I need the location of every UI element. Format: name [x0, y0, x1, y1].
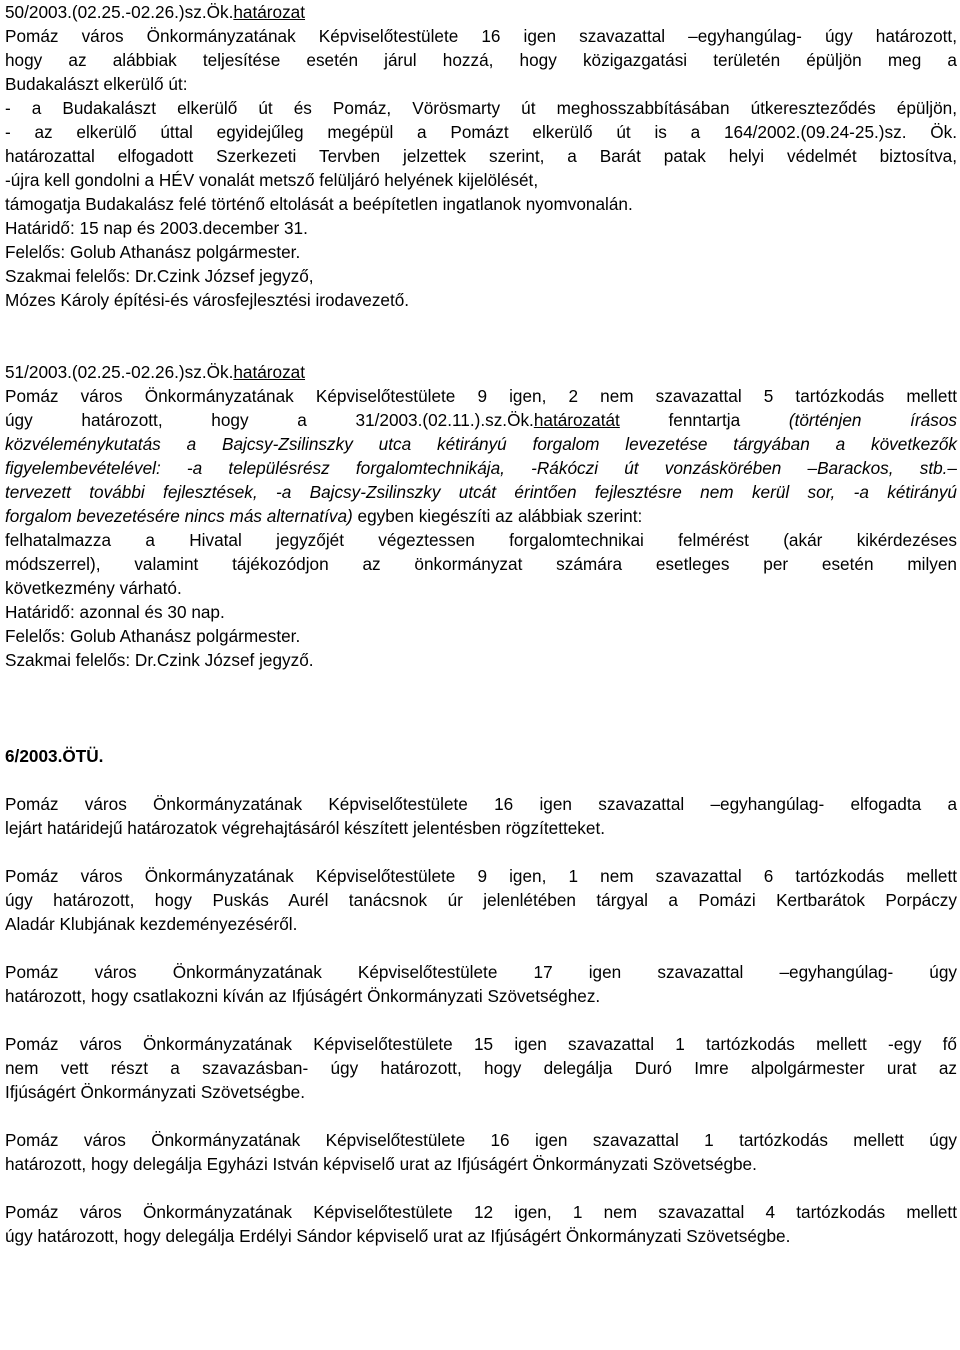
resolution-50-line-7: -újra kell gondolni a HÉV vonalát metsző felüljáró helyének kijelölését,	[5, 170, 539, 190]
otu-p2-line-2: úgy határozott, hogy Puskás Aurél tanácsnok úr jelenlétében tárgyal a Pomázi Kertbarátok Porpáczy	[5, 890, 957, 910]
resolution-51-line-9: következmény várható.	[5, 578, 182, 598]
otu-p5-line-2: határozott, hogy delegálja Egyházi István képviselő urat az Ifjúságért Önkormányzati Szövetségbe.	[5, 1154, 757, 1174]
otu-p2-line-1: Pomáz város Önkormányzatának Képviselőtestülete 9 igen, 1 nem szavazattal 6 tartózkodás mellett	[5, 866, 957, 886]
otu-p4-line-2: nem vett részt a szavazásban- úgy határozott, hogy delegálja Duró Imre alpolgármester urat az	[5, 1058, 957, 1078]
resolution-51-line-2-b: határozatát	[533, 410, 620, 430]
resolution-51	[5, 360, 957, 672]
otu-p6-line-2: úgy határozott, hogy delegálja Erdélyi Sándor képviselő urat az Ifjúságért Önkormányzati Szövetségbe.	[5, 1226, 791, 1246]
otu-p4-line-3: Ifjúságért Önkormányzati Szövetségbe.	[5, 1082, 305, 1102]
resolution-51-number: 51/2003.(02.25.-02.26.)sz.Ök.	[5, 362, 234, 382]
otu-p6-line-1: Pomáz város Önkormányzatának Képviselőtestülete 12 igen, 1 nem szavazattal 4 tartózkodás mellett	[5, 1202, 957, 1222]
resolution-51-line-7: felhatalmazza a Hivatal jegyzőjét végeztessen forgalomtechnikai felmérést (akár kikérdezéses	[5, 530, 957, 550]
resolution-50-line-3: Budakalászt elkerülő út:	[5, 74, 188, 94]
resolution-51-line-2-d: (történjen írásos	[788, 410, 957, 430]
resolution-50-line-6: határozattal elfogadott Szerkezeti Tervben jelzettek szerint, a Barát patak helyi védelmét biztosítva,	[5, 146, 957, 166]
document-page	[5, 0, 957, 1248]
resolution-51-deadline: Határidő: azonnal és 30 nap.	[5, 602, 225, 622]
resolution-51-line-2-c: fenntartja	[668, 410, 741, 430]
resolution-51-ref-word: határozat	[233, 362, 306, 382]
resolution-50-line-8: támogatja Budakalász felé történő eltolását a beépítetlen ingatlanok nyomvonalán.	[5, 194, 633, 214]
resolution-51-line-8: módszerrel), valamint tájékozódjon az önkormányzat számára esetleges per esetén milyen	[5, 554, 957, 574]
resolution-51-responsible: Felelős: Golub Athanász polgármester.	[5, 626, 301, 646]
otu-section	[5, 744, 957, 1248]
resolution-50-deadline: Határidő: 15 nap és 2003.december 31.	[5, 218, 308, 238]
otu-p4-line-1: Pomáz város Önkormányzatának Képviselőtestülete 15 igen szavazattal 1 tartózkodás mellett -egy fő	[5, 1034, 957, 1054]
resolution-51-reference	[5, 360, 957, 384]
spacer	[5, 936, 957, 960]
spacer	[5, 1176, 957, 1200]
otu-p5-line-1: Pomáz város Önkormányzatának Képviselőtestülete 16 igen szavazattal 1 tartózkodás mellett úgy	[5, 1130, 957, 1150]
resolution-50-professional-responsible: Szakmai felelős: Dr.Czink József jegyző,	[5, 266, 314, 286]
otu-p3-line-1: Pomáz város Önkormányzatának Képviselőtestülete 17 igen szavazattal –egyhangúlag- úgy	[5, 962, 957, 982]
resolution-51-line-6-b: egyben kiegészíti az alábbiak szerint:	[357, 506, 643, 526]
resolution-51-line-6-a: forgalom bevezetésére nincs más alternatíva)	[5, 506, 353, 526]
resolution-51-line-2-a: úgy határozott, hogy a 31/2003.(02.11.).sz.Ök.	[5, 410, 534, 430]
resolution-50-line-2: hogy az alábbiak teljesítése esetén járul hozzá, hogy közigazgatási területén épüljön meg a	[5, 50, 957, 70]
otu-p3-line-2: határozott, hogy csatlakozni kíván az Ifjúságért Önkormányzati Szövetséghez.	[5, 986, 601, 1006]
resolution-51-line-2	[5, 408, 957, 432]
resolution-51-line-4: figyelembevételével: -a településrész forgalomtechnikája, -Rákóczi út vonzáskörében –Barackos, stb.–	[5, 458, 957, 478]
spacer	[5, 1104, 957, 1128]
resolution-50-reference	[5, 0, 957, 24]
otu-heading: 6/2003.ÖTÜ.	[5, 746, 104, 766]
resolution-50	[5, 0, 957, 312]
resolution-50-ref-word: határozat	[233, 2, 306, 22]
resolution-50-responsible: Felelős: Golub Athanász polgármester.	[5, 242, 301, 262]
resolution-50-line-5: - az elkerülő úttal egyidejűleg megépül a Pomázt elkerülő út is a 164/2002.(09.24-25.)sz. Ök.	[5, 122, 957, 142]
resolution-50-number: 50/2003.(02.25.-02.26.)sz.Ök.	[5, 2, 234, 22]
resolution-51-professional-responsible: Szakmai felelős: Dr.Czink József jegyző.	[5, 650, 314, 670]
resolution-51-line-5: tervezett további fejlesztések, -a Bajcsy-Zsilinszky utcát érintően fejlesztésre nem kerül sor, -a kétirányú	[5, 482, 957, 502]
otu-p2-line-3: Aladár Klubjának kezdeményezéséről.	[5, 914, 298, 934]
resolution-51-line-6	[5, 504, 957, 528]
spacer	[5, 672, 957, 720]
spacer	[5, 1008, 957, 1032]
resolution-51-line-3: közvéleménykutatás a Bajcsy-Zsilinszky utca kétirányú forgalom levezetése tárgyában a következők	[5, 434, 957, 454]
resolution-50-professional-responsible-2: Mózes Károly építési-és városfejlesztési irodavezető.	[5, 290, 410, 310]
spacer	[5, 312, 957, 360]
resolution-50-line-1: Pomáz város Önkormányzatának Képviselőtestülete 16 igen szavazattal –egyhangúlag- úgy határozott,	[5, 26, 957, 46]
spacer	[5, 720, 957, 744]
otu-p1-line-1: Pomáz város Önkormányzatának Képviselőtestülete 16 igen szavazattal –egyhangúlag- elfogadta a	[5, 794, 957, 814]
spacer	[5, 768, 957, 792]
resolution-51-line-1: Pomáz város Önkormányzatának Képviselőtestülete 9 igen, 2 nem szavazattal 5 tartózkodás mellett	[5, 386, 957, 406]
spacer	[5, 840, 957, 864]
otu-p1-line-2: lejárt határidejű határozatok végrehajtásáról készített jelentésben rögzítetteket.	[5, 818, 606, 838]
resolution-50-line-4: - a Budakalászt elkerülő út és Pomáz, Vörösmarty út meghosszabbításában útkereszteződés épüljön,	[5, 98, 957, 118]
